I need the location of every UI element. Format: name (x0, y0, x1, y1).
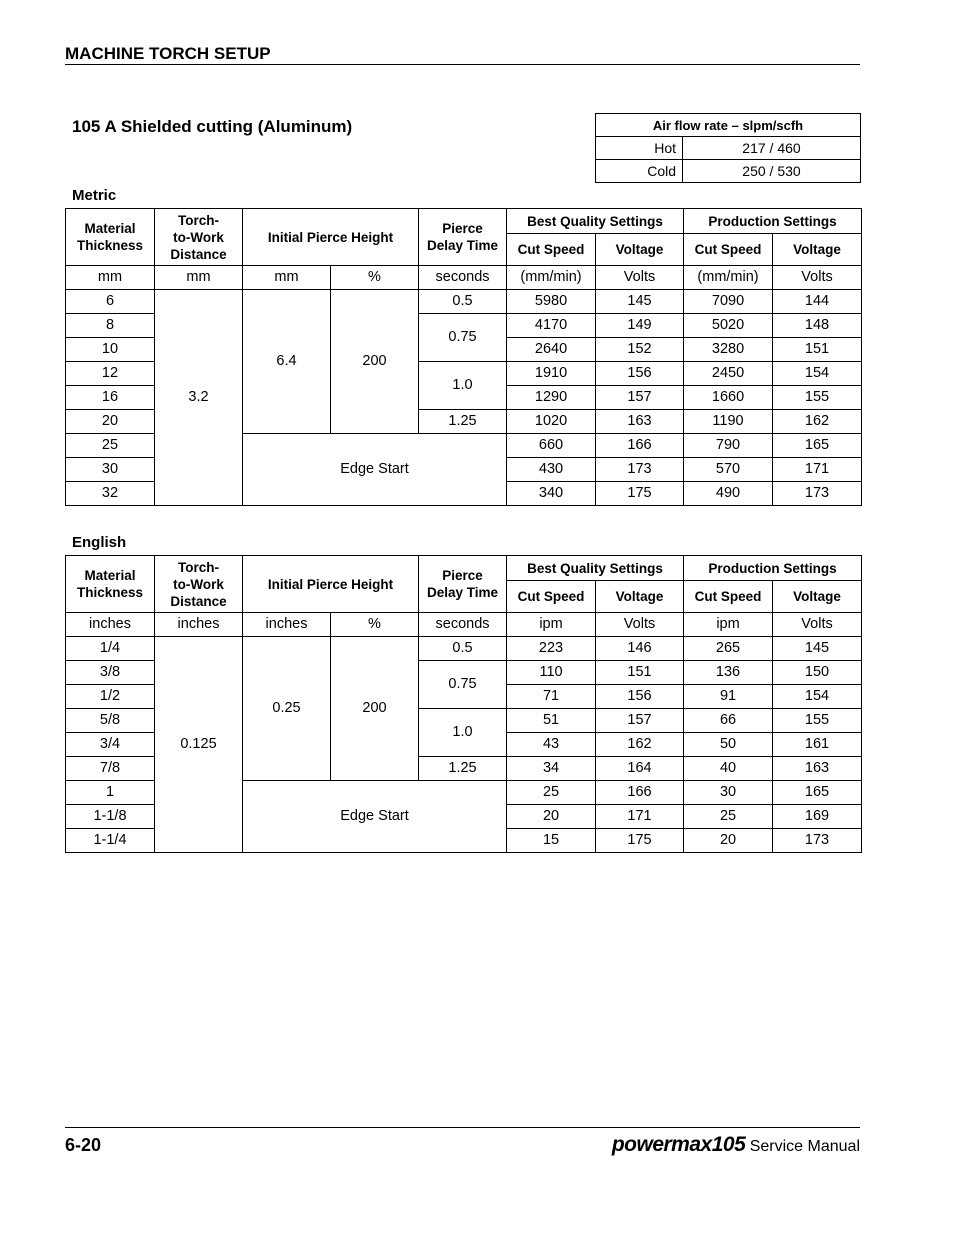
units-row (66, 613, 862, 637)
thickness-cell: 20 (66, 410, 155, 434)
unit-cell: mm (243, 266, 331, 290)
thickness-cell: 1/4 (66, 637, 155, 661)
english-label: English (72, 534, 127, 551)
unit-cell: seconds (419, 613, 507, 637)
thickness-cell: 10 (66, 338, 155, 362)
section-title: 105 A Shielded cutting (Aluminum) (72, 117, 353, 136)
metric-cut-table (65, 208, 862, 506)
prod-voltage-cell: 165 (773, 434, 862, 458)
prod-voltage-cell: 165 (773, 781, 862, 805)
best-voltage-cell: 175 (596, 482, 684, 506)
thickness-cell: 7/8 (66, 757, 155, 781)
prod-cut-speed-cell: 570 (684, 458, 773, 482)
best-cut-speed-cell: 660 (507, 434, 596, 458)
airflow-table (595, 113, 861, 183)
prod-voltage-cell: 171 (773, 458, 862, 482)
torch-distance-header: Torch- to-Work Distance (155, 209, 243, 266)
material-thickness-header: Material Thickness (66, 209, 155, 266)
unit-cell: ipm (507, 613, 596, 637)
edge-start-cell: Edge Start (243, 781, 507, 853)
prod-cut-speed-cell: 40 (684, 757, 773, 781)
prod-voltage-cell: 155 (773, 709, 862, 733)
prod-voltage-cell: 144 (773, 290, 862, 314)
prod-voltage-cell: 145 (773, 637, 862, 661)
unit-cell: Volts (596, 613, 684, 637)
pierce-delay-cell: 0.5 (419, 290, 507, 314)
prod-voltage-cell: 151 (773, 338, 862, 362)
pierce-height-header: Initial Pierce Height (243, 209, 419, 266)
best-voltage-cell: 173 (596, 458, 684, 482)
torch-distance-cell: 3.2 (155, 290, 243, 506)
best-voltage-cell: 162 (596, 733, 684, 757)
best-voltage-cell: 157 (596, 709, 684, 733)
prod-cut-speed-cell: 25 (684, 805, 773, 829)
pierce-delay-cell: 1.0 (419, 362, 507, 410)
best-cut-speed-cell: 1290 (507, 386, 596, 410)
prod-voltage-cell: 154 (773, 362, 862, 386)
unit-cell: mm (155, 266, 243, 290)
thickness-cell: 32 (66, 482, 155, 506)
pierce-delay-cell: 1.25 (419, 410, 507, 434)
unit-cell: seconds (419, 266, 507, 290)
best-cut-speed-cell: 34 (507, 757, 596, 781)
prod-voltage-cell: 161 (773, 733, 862, 757)
torch-distance-cell: 0.125 (155, 637, 243, 853)
prod-cut-speed-cell: 91 (684, 685, 773, 709)
prod-voltage-cell: 163 (773, 757, 862, 781)
best-quality-header: Best Quality Settings (507, 556, 684, 581)
best-cut-speed-cell: 223 (507, 637, 596, 661)
airflow-value: 217 / 460 (683, 137, 861, 160)
page-header (65, 44, 860, 65)
torch-distance-header: Torch- to-Work Distance (155, 556, 243, 613)
prod-voltage-header: Voltage (773, 581, 862, 613)
edge-start-cell: Edge Start (243, 434, 507, 506)
prod-cut-speed-cell: 7090 (684, 290, 773, 314)
thickness-cell: 6 (66, 290, 155, 314)
prod-cut-speed-cell: 136 (684, 661, 773, 685)
best-voltage-cell: 156 (596, 362, 684, 386)
airflow-header: Air flow rate – slpm/scfh (596, 114, 861, 137)
units-row (66, 266, 862, 290)
unit-cell: (mm/min) (507, 266, 596, 290)
best-voltage-cell: 164 (596, 757, 684, 781)
english-cut-table (65, 555, 862, 853)
best-voltage-cell: 175 (596, 829, 684, 853)
page-header-title: MACHINE TORCH SETUP (65, 44, 271, 63)
brand-logo: powermax105 (611, 1133, 746, 1156)
best-voltage-cell: 145 (596, 290, 684, 314)
best-voltage-cell: 146 (596, 637, 684, 661)
best-cut-speed-cell: 340 (507, 482, 596, 506)
unit-cell: inches (155, 613, 243, 637)
thickness-cell: 1-1/4 (66, 829, 155, 853)
unit-cell: ipm (684, 613, 773, 637)
best-quality-header: Best Quality Settings (507, 209, 684, 234)
best-cut-speed-cell: 15 (507, 829, 596, 853)
best-cut-speed-cell: 1020 (507, 410, 596, 434)
prod-cut-speed-cell: 2450 (684, 362, 773, 386)
best-voltage-cell: 151 (596, 661, 684, 685)
unit-cell: % (331, 266, 419, 290)
best-cut-speed-header: Cut Speed (507, 234, 596, 266)
table-row (66, 290, 862, 314)
unit-cell: mm (66, 266, 155, 290)
pierce-height-cell: 0.25 (243, 637, 331, 781)
unit-cell: inches (66, 613, 155, 637)
metric-label: Metric (72, 187, 117, 204)
material-thickness-header: Material Thickness (66, 556, 155, 613)
unit-cell: inches (243, 613, 331, 637)
prod-voltage-cell: 173 (773, 829, 862, 853)
best-cut-speed-cell: 110 (507, 661, 596, 685)
prod-cut-speed-cell: 20 (684, 829, 773, 853)
production-header: Production Settings (684, 209, 862, 234)
pierce-delay-cell: 1.25 (419, 757, 507, 781)
thickness-cell: 8 (66, 314, 155, 338)
airflow-row (596, 137, 861, 160)
best-voltage-cell: 152 (596, 338, 684, 362)
pierce-delay-header: Pierce Delay Time (419, 209, 507, 266)
pierce-percent-cell: 200 (331, 637, 419, 781)
best-cut-speed-cell: 43 (507, 733, 596, 757)
pierce-height-header: Initial Pierce Height (243, 556, 419, 613)
prod-voltage-cell: 148 (773, 314, 862, 338)
best-cut-speed-header: Cut Speed (507, 581, 596, 613)
pierce-delay-cell: 0.75 (419, 661, 507, 709)
prod-cut-speed-cell: 1190 (684, 410, 773, 434)
thickness-cell: 25 (66, 434, 155, 458)
best-voltage-cell: 149 (596, 314, 684, 338)
best-cut-speed-cell: 430 (507, 458, 596, 482)
unit-cell: (mm/min) (684, 266, 773, 290)
page-number: 6-20 (65, 1135, 102, 1155)
best-cut-speed-cell: 71 (507, 685, 596, 709)
thickness-cell: 5/8 (66, 709, 155, 733)
prod-voltage-cell: 173 (773, 482, 862, 506)
prod-cut-speed-cell: 3280 (684, 338, 773, 362)
best-cut-speed-cell: 51 (507, 709, 596, 733)
thickness-cell: 16 (66, 386, 155, 410)
thickness-cell: 30 (66, 458, 155, 482)
best-cut-speed-cell: 4170 (507, 314, 596, 338)
best-cut-speed-cell: 2640 (507, 338, 596, 362)
prod-voltage-cell: 150 (773, 661, 862, 685)
best-voltage-cell: 166 (596, 434, 684, 458)
thickness-cell: 3/8 (66, 661, 155, 685)
footer-rule (65, 1127, 860, 1128)
unit-cell: Volts (596, 266, 684, 290)
unit-cell: Volts (773, 266, 862, 290)
prod-voltage-cell: 169 (773, 805, 862, 829)
pierce-delay-cell: 0.75 (419, 314, 507, 362)
airflow-label: Cold (596, 160, 683, 183)
production-header: Production Settings (684, 556, 862, 581)
prod-cut-speed-cell: 265 (684, 637, 773, 661)
pierce-delay-header: Pierce Delay Time (419, 556, 507, 613)
thickness-cell: 1/2 (66, 685, 155, 709)
airflow-label: Hot (596, 137, 683, 160)
table-row (66, 637, 862, 661)
prod-voltage-cell: 154 (773, 685, 862, 709)
pierce-delay-cell: 1.0 (419, 709, 507, 757)
best-voltage-header: Voltage (596, 581, 684, 613)
best-voltage-cell: 157 (596, 386, 684, 410)
best-voltage-cell: 171 (596, 805, 684, 829)
pierce-height-cell: 6.4 (243, 290, 331, 434)
prod-voltage-cell: 162 (773, 410, 862, 434)
prod-cut-speed-header: Cut Speed (684, 234, 773, 266)
unit-cell: Volts (773, 613, 862, 637)
best-cut-speed-cell: 25 (507, 781, 596, 805)
prod-cut-speed-header: Cut Speed (684, 581, 773, 613)
prod-cut-speed-cell: 50 (684, 733, 773, 757)
prod-cut-speed-cell: 30 (684, 781, 773, 805)
prod-cut-speed-cell: 66 (684, 709, 773, 733)
prod-cut-speed-cell: 790 (684, 434, 773, 458)
best-voltage-cell: 163 (596, 410, 684, 434)
best-voltage-cell: 156 (596, 685, 684, 709)
pierce-percent-cell: 200 (331, 290, 419, 434)
pierce-delay-cell: 0.5 (419, 637, 507, 661)
prod-cut-speed-cell: 490 (684, 482, 773, 506)
thickness-cell: 1 (66, 781, 155, 805)
best-voltage-header: Voltage (596, 234, 684, 266)
best-cut-speed-cell: 5980 (507, 290, 596, 314)
best-cut-speed-cell: 20 (507, 805, 596, 829)
prod-cut-speed-cell: 5020 (684, 314, 773, 338)
prod-voltage-header: Voltage (773, 234, 862, 266)
best-cut-speed-cell: 1910 (507, 362, 596, 386)
prod-voltage-cell: 155 (773, 386, 862, 410)
thickness-cell: 1-1/8 (66, 805, 155, 829)
unit-cell: % (331, 613, 419, 637)
airflow-row (596, 160, 861, 183)
thickness-cell: 3/4 (66, 733, 155, 757)
prod-cut-speed-cell: 1660 (684, 386, 773, 410)
airflow-value: 250 / 530 (683, 160, 861, 183)
footer-brand (612, 1133, 860, 1157)
best-voltage-cell: 166 (596, 781, 684, 805)
thickness-cell: 12 (66, 362, 155, 386)
manual-title: Service Manual (749, 1138, 860, 1155)
